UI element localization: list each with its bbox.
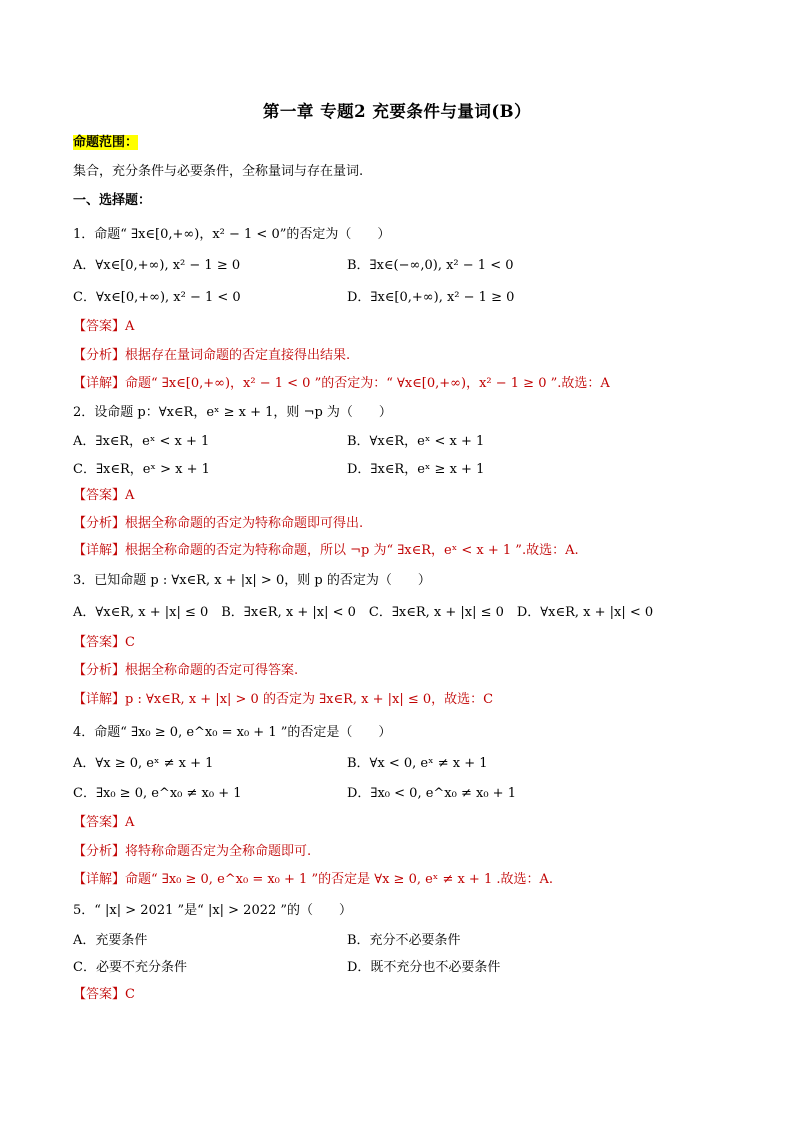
q2-answer: 【答案】A xyxy=(73,488,135,503)
scope-label: 命题范围： xyxy=(73,135,139,150)
q1-option-d: D．∃x∈[0,+∞), x² − 1 ≥ 0 xyxy=(347,290,515,305)
q5-answer: 【答案】C xyxy=(73,987,135,1002)
q2-stem: 2．设命题 p：∀x∈R，eˣ ≥ x + 1，则 ¬p 为（ ） xyxy=(73,405,392,420)
q1-option-a: A．∀x∈[0,+∞), x² − 1 ≥ 0 xyxy=(73,258,241,273)
scope-text: 集合，充分条件与必要条件，全称量词与存在量词. xyxy=(73,164,364,179)
q1-detail: 【详解】命题“ ∃x∈[0,+∞)，x² − 1 < 0 ”的否定为：“ ∀x∈[0,+∞)，x² − 1 ≥ 0 ”.故选：A xyxy=(73,376,610,391)
q2-option-a: A．∃x∈R，eˣ < x + 1 xyxy=(73,434,210,449)
q5-stem: 5．“ |x| > 2021 ”是“ |x| > 2022 ”的（ ） xyxy=(73,903,353,918)
q5-option-a: A．充要条件 xyxy=(73,933,148,948)
q1-analysis: 【分析】根据存在量词命题的否定直接得出结果. xyxy=(73,348,351,363)
q4-option-a: A．∀x ≥ 0, eˣ ≠ x + 1 xyxy=(73,756,214,771)
q5-option-b: B．充分不必要条件 xyxy=(347,933,461,948)
q3-options: A．∀x∈R, x + |x| ≤ 0 B．∃x∈R, x + |x| < 0 C．∃x∈R, x + |x| ≤ 0 D．∀x∈R, x + |x| < 0 xyxy=(73,605,654,620)
q4-option-c: C．∃x₀ ≥ 0, e^x₀ ≠ x₀ + 1 xyxy=(73,786,242,801)
q2-option-c: C．∃x∈R，eˣ > x + 1 xyxy=(73,462,210,477)
section-heading: 一、选择题： xyxy=(73,193,152,208)
q1-option-c: C．∀x∈[0,+∞), x² − 1 < 0 xyxy=(73,290,241,305)
scope-label-line xyxy=(73,134,138,152)
q4-option-b: B．∀x < 0, eˣ ≠ x + 1 xyxy=(347,756,488,771)
q4-analysis: 【分析】将特称命题否定为全称命题即可. xyxy=(73,844,312,859)
q4-stem: 4．命题“ ∃x₀ ≥ 0, e^x₀ = x₀ + 1 ”的否定是（ ） xyxy=(73,725,392,740)
q4-detail: 【详解】命题“ ∃x₀ ≥ 0, e^x₀ = x₀ + 1 ”的否定是 ∀x ≥ 0, eˣ ≠ x + 1 .故选：A. xyxy=(73,872,554,887)
q3-answer: 【答案】C xyxy=(73,635,135,650)
q2-detail: 【详解】根据全称命题的否定为特称命题，所以 ¬p 为“ ∃x∈R，eˣ < x + 1 ”.故选：A. xyxy=(73,543,579,558)
page-title: 第一章 专题2 充要条件与量词(B） xyxy=(262,102,532,121)
q5-option-d: D．既不充分也不必要条件 xyxy=(347,960,501,975)
q2-analysis: 【分析】根据全称命题的否定为特称命题即可得出. xyxy=(73,516,364,531)
q1-option-b: B．∃x∈(−∞,0), x² − 1 < 0 xyxy=(347,258,514,273)
q5-option-c: C．必要不充分条件 xyxy=(73,960,187,975)
q3-stem: 3．已知命题 p : ∀x∈R, x + |x| > 0，则 p 的否定为（ ） xyxy=(73,573,431,588)
q1-answer: 【答案】A xyxy=(73,319,135,334)
q3-analysis: 【分析】根据全称命题的否定可得答案. xyxy=(73,663,299,678)
q4-option-d: D．∃x₀ < 0, e^x₀ ≠ x₀ + 1 xyxy=(347,786,516,801)
q2-option-b: B．∀x∈R，eˣ < x + 1 xyxy=(347,434,485,449)
q2-option-d: D．∃x∈R，eˣ ≥ x + 1 xyxy=(347,462,485,477)
q1-stem: 1．命题“ ∃x∈[0,+∞)，x² − 1 < 0”的否定为（ ） xyxy=(73,227,391,242)
q4-answer: 【答案】A xyxy=(73,815,135,830)
q3-detail: 【详解】p : ∀x∈R, x + |x| > 0 的否定为 ∃x∈R, x + |x| ≤ 0，故选：C xyxy=(73,692,494,707)
